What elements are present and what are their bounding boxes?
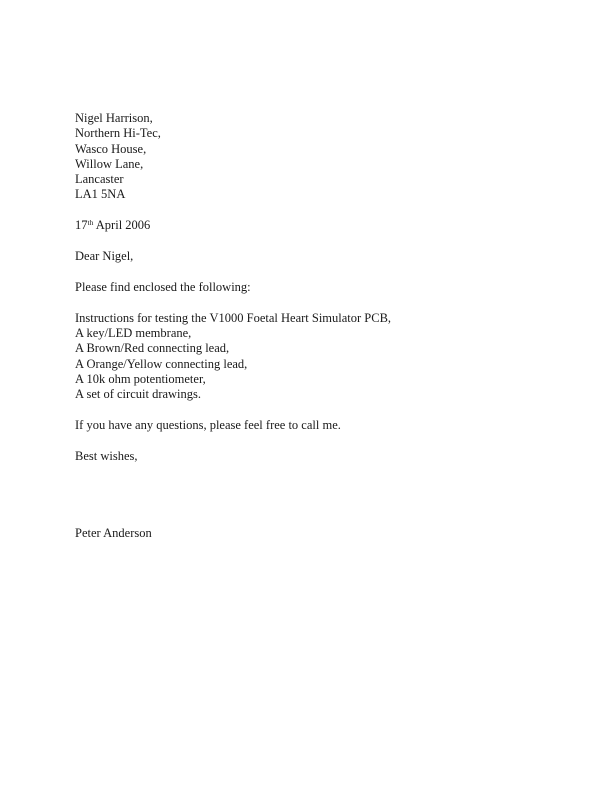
list-item: A set of circuit drawings. <box>75 387 202 402</box>
sign-off: Best wishes, <box>75 448 138 463</box>
address-line: LA1 5NA <box>75 187 126 202</box>
list-item: Instructions for testing the V1000 Foetal Heart Simulator PCB, <box>75 310 392 325</box>
intro-paragraph: Please find enclosed the following: <box>75 279 251 294</box>
address-line: Lancaster <box>75 172 124 187</box>
enclosure-list <box>75 311 545 403</box>
address-line: Wasco House, <box>75 141 147 156</box>
letter-body <box>75 111 545 541</box>
letter-date <box>75 218 545 233</box>
closing-paragraph: If you have any questions, please feel free to call me. <box>75 417 341 432</box>
signature-name: Peter Anderson <box>75 526 152 541</box>
salutation: Dear Nigel, <box>75 249 134 264</box>
list-item: A Brown/Red connecting lead, <box>75 341 230 356</box>
list-item: A key/LED membrane, <box>75 325 192 340</box>
address-line: Nigel Harrison, <box>75 111 153 125</box>
list-item: A Orange/Yellow connecting lead, <box>75 356 248 371</box>
date-suffix: th <box>87 218 94 228</box>
address-line: Willow Lane, <box>75 156 144 171</box>
date-day: 17 <box>75 218 88 233</box>
date-month-year: April 2006 <box>95 218 151 233</box>
list-item: A 10k ohm potentiometer, <box>75 371 206 386</box>
recipient-address <box>75 111 545 203</box>
address-line: Northern Hi-Tec, <box>75 126 161 141</box>
